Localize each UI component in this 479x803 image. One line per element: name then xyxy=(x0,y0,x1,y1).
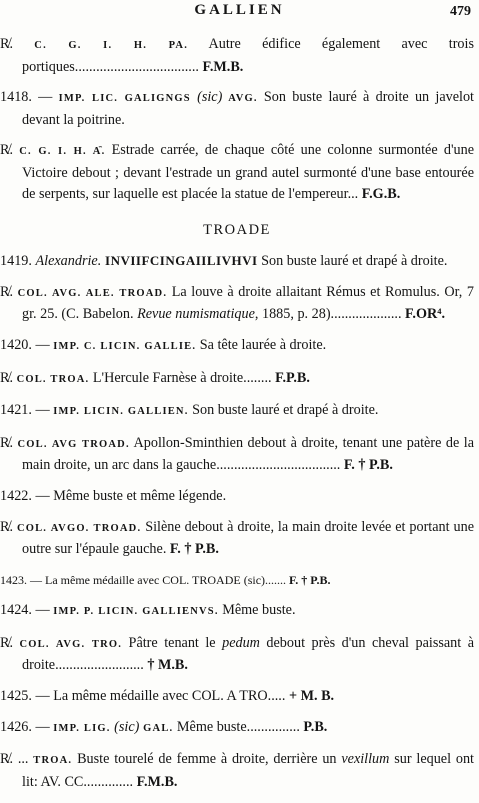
entry-lead: — xyxy=(31,89,59,106)
catalogue-entry xyxy=(0,87,474,130)
entry-number: 1420. xyxy=(0,336,32,353)
description: Sa tête laurée à droite. xyxy=(196,336,327,353)
coin-legend: COL. AVG. TRO. xyxy=(19,638,123,650)
gallien-entries xyxy=(0,34,474,204)
description: Buste tourelé de femme à droite, derrière un xyxy=(72,751,342,768)
description: Même buste et même légende. xyxy=(53,487,227,504)
sic-note: (sic) xyxy=(110,718,140,735)
coin-legend: INVIIFCINGAIILIVHVI xyxy=(101,253,258,269)
entry-number: 1421. xyxy=(0,402,32,419)
rarity-metal-mark: F. † P.B. xyxy=(343,457,393,474)
entry-lead: — xyxy=(31,602,54,619)
description: L'Hercule Farnèse à droite........ xyxy=(89,369,272,386)
coin-legend: COL. TROA. xyxy=(16,373,90,385)
description: Son buste lauré à droite un javelot devant la poitrine. xyxy=(22,89,474,128)
coin-legend: COL. AVG TROAD. xyxy=(17,438,130,450)
coin-legend: IMP. LIC. GALIGNGS xyxy=(58,93,191,105)
catalogue-entry xyxy=(0,335,474,358)
description: Même buste. xyxy=(218,602,296,619)
italic-term: Revue numismatique xyxy=(137,306,255,323)
catalogue-entry xyxy=(0,633,474,676)
catalogue-entry xyxy=(0,251,474,272)
rarity-metal-mark: F. † P.B. xyxy=(289,572,331,587)
description: La louve à droite allaitant Rémus et Romulus. Or, 7 gr. 25. (C. Babelon. xyxy=(22,283,474,323)
page-number: 479 xyxy=(450,4,471,19)
description: La même médaille avec COL. TROADE (sic)....... xyxy=(45,572,287,587)
troade-entries xyxy=(0,251,474,792)
coin-legend: COL. AVG. ALE. TROAD. xyxy=(17,287,168,299)
coin-legend: IMP. LICIN. GALLIEN. xyxy=(53,406,189,418)
entry-number: 1423. xyxy=(0,572,27,587)
entry-lead: R̸. xyxy=(0,369,17,386)
entry-lead: R̸. xyxy=(0,518,17,535)
catalogue-entry xyxy=(0,433,474,476)
entry-number: 1422. xyxy=(0,487,32,504)
coin-legend-continued: GAL. xyxy=(139,722,174,734)
entry-lead: R̸. xyxy=(0,36,35,52)
description: Silène debout à droite, la main droite levée et portant une outre sur l'épaule gauche. xyxy=(22,518,474,558)
coin-legend: COL. AVGO. TROAD. xyxy=(16,522,142,534)
description: Même buste............... xyxy=(173,718,300,735)
coin-legend: IMP. P. LICIN. GALLIENVS. xyxy=(53,606,219,618)
coin-legend: IMP. C. LICIN. GALLIE. xyxy=(53,340,197,352)
description-continued: , 1885, p. 28).................... xyxy=(254,306,402,323)
catalogue-entry xyxy=(0,34,474,77)
entry-lead: R̸. ... xyxy=(0,751,34,768)
coin-legend: C. G. I. H. A᷈. xyxy=(19,146,106,158)
rarity-metal-mark: F.P.B. xyxy=(275,369,310,386)
coin-legend: IMP. LIG. xyxy=(53,722,111,734)
catalogue-entry xyxy=(0,570,474,591)
description-continued: sur lequel ont lit: AV. CC.............. xyxy=(22,751,474,790)
rarity-metal-mark: F. † P.B. xyxy=(169,541,219,558)
description: Apollon-Sminthien debout à droite, tenant une patère de la main droite, un arc dans la gauche................................... xyxy=(22,434,474,474)
section-heading-troade: TROADE xyxy=(203,222,271,239)
entry-lead: — xyxy=(31,336,54,353)
catalogue-entry xyxy=(0,600,474,623)
entry-lead: — xyxy=(31,718,54,735)
entry-lead: R̸. xyxy=(0,142,20,159)
description: Autre édifice également avec trois portiques................................... xyxy=(22,36,474,75)
coin-legend: C. G. I. H. PA. xyxy=(34,40,189,51)
entry-lead: — xyxy=(31,487,54,504)
rarity-metal-mark: F.OR⁴. xyxy=(405,306,446,323)
catalogue-text xyxy=(0,34,474,802)
entry-number: 1419. xyxy=(0,253,32,270)
coin-legend-continued: AVG. xyxy=(222,93,258,105)
rarity-metal-mark: F.G.B. xyxy=(361,185,401,202)
catalogue-entry xyxy=(0,368,474,391)
rarity-metal-mark: F.M.B. xyxy=(202,58,244,75)
rarity-metal-mark: † M.B. xyxy=(147,657,188,674)
entry-number: 1424. xyxy=(0,602,32,619)
running-head xyxy=(0,2,479,26)
coin-legend: TROA. xyxy=(33,755,73,767)
description: Pâtre tenant le xyxy=(122,634,223,651)
place-name: Alexandrie. xyxy=(35,253,102,270)
rarity-metal-mark: F.M.B. xyxy=(136,773,178,790)
rarity-metal-mark: P.B. xyxy=(303,718,328,735)
catalogue-entry xyxy=(0,717,474,740)
entry-number: 1418. xyxy=(0,89,32,106)
entry-number: 1425. xyxy=(0,688,32,705)
italic-term: vexillum xyxy=(341,751,390,768)
entry-number: 1426. xyxy=(0,718,32,735)
description-continued: debout près d'un cheval paissant à droite......................... xyxy=(22,634,474,674)
italic-term: pedum xyxy=(222,634,260,651)
catalogue-entry xyxy=(0,486,474,507)
entry-lead: — xyxy=(31,688,54,705)
description: Estrade carrée, de chaque côté une colonne surmontée d'une Victoire debout ; devant l'estrade un grand autel surmonté d'une base entourée de serpents, sur laquelle est placée la statue de l'empereur... xyxy=(22,142,474,202)
catalogue-entry xyxy=(0,400,474,423)
description: Son buste lauré et drapé à droite. xyxy=(188,402,379,419)
description: Son buste lauré et drapé à droite. xyxy=(257,253,448,270)
entry-lead: R̸. xyxy=(0,634,20,651)
catalogue-entry xyxy=(0,282,474,325)
entry-lead: R̸. xyxy=(0,434,18,451)
catalogue-entry xyxy=(0,517,474,560)
catalogue-entry xyxy=(0,749,474,792)
catalogue-entry xyxy=(0,686,474,707)
rarity-metal-mark: + M. B. xyxy=(288,688,335,705)
sic-note: (sic) xyxy=(190,89,223,106)
entry-lead: R̸. xyxy=(0,283,18,300)
entry-lead: — xyxy=(27,572,45,587)
running-title: GALLIEN xyxy=(194,2,285,18)
catalogue-entry xyxy=(0,140,474,204)
description: La même médaille avec COL. A TRO..... xyxy=(53,688,286,705)
entry-lead: — xyxy=(31,402,54,419)
